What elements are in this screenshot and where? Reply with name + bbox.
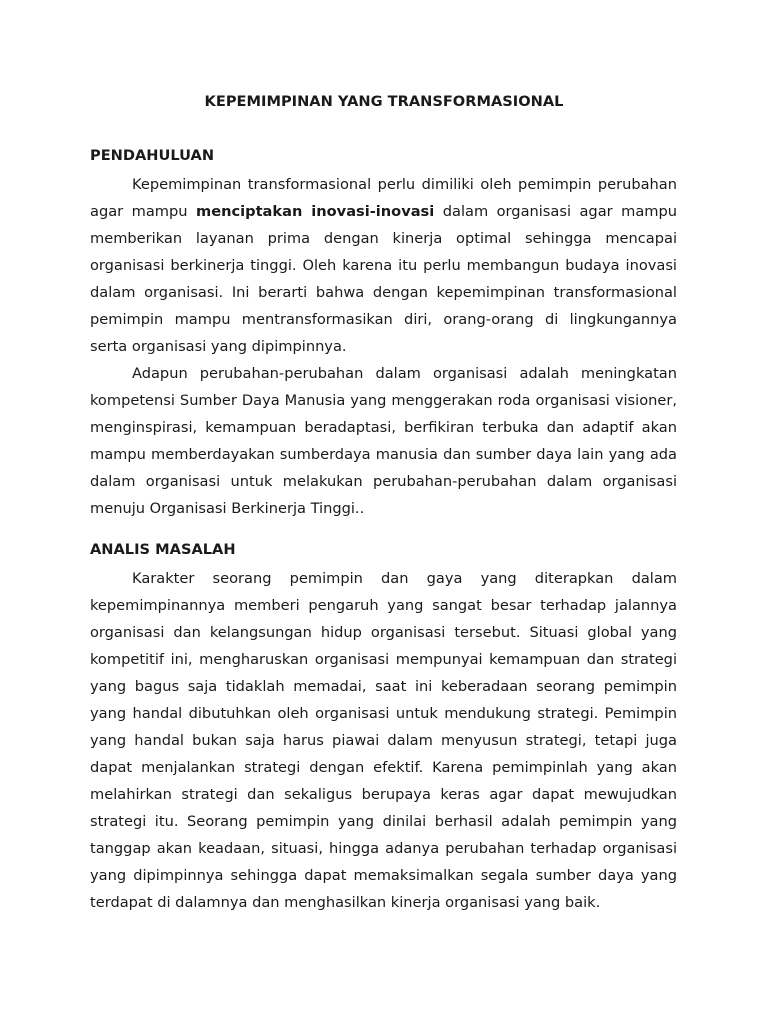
- emphasized-text: menciptakan inovasi-inovasi: [195, 203, 435, 220]
- paragraph-text: Kepemimpinan transformasional perlu dimiliki oleh pemimpin perubahan agar mampu: [90, 176, 677, 220]
- paragraph-text: dalam organisasi agar mampu memberikan layanan prima dengan kinerja optimal sehingga mencapai organisasi berkinerja tinggi. Oleh karena itu perlu membangun budaya inovasi dalam organisasi. Ini berarti bahwa dengan kepemimpinan transformasional pemimpin mampu mentransformasikan diri, orang-orang di lingkungannya serta organisasi yang dipimpinnya.: [90, 203, 677, 355]
- document-title: KEPEMIMPINAN YANG TRANSFORMASIONAL: [204, 93, 564, 110]
- paragraph: Karakter seorang pemimpin dan gaya yang diterapkan dalam kepemimpinannya memberi pengaruh yang sangat besar terhadap jalannya organisasi dan kelangsungan hidup organisasi tersebut. Situasi global yang kompetitif ini, mengharuskan organisasi mempunyai kemampuan dan strategi yang bagus saja tidaklah memadai, saat ini keberadaan seorang pemimpin yang handal dibutuhkan oleh organisasi untuk mendukung strategi. Pemimpin yang handal bukan saja harus piawai dalam menyusun strategi, tetapi juga dapat menjalankan strategi dengan efektif. Karena pemimpinlah yang akan melahirkan strategi dan sekaligus berupaya keras agar dapat mewujudkan strategi itu. Seorang pemimpin yang dinilai berhasil adalah pemimpin yang tanggap akan keadaan, situasi, hingga adanya perubahan terhadap organisasi yang dipimpinnya sehingga dapat memaksimalkan segala sumber daya yang terdapat di dalamnya dan menghasilkan kinerja organisasi yang baik.: [90, 570, 677, 911]
- paragraph: [90, 171, 677, 360]
- section-analis-masalah: [90, 540, 677, 916]
- section-heading: ANALIS MASALAH: [90, 541, 236, 558]
- paragraph: Adapun perubahan-perubahan dalam organisasi adalah meningkatan kompetensi Sumber Daya Manusia yang menggerakan roda organisasi visioner, menginspirasi, kemampuan beradaptasi, berfikiran terbuka dan adaptif akan mampu memberdayakan sumberdaya manusia dan sumber daya lain yang ada dalam organisasi untuk melakukan perubahan-perubahan dalam organisasi menuju Organisasi Berkinerja Tinggi..: [90, 365, 677, 517]
- section-heading: PENDAHULUAN: [90, 147, 215, 164]
- section-pendahuluan: [90, 146, 677, 522]
